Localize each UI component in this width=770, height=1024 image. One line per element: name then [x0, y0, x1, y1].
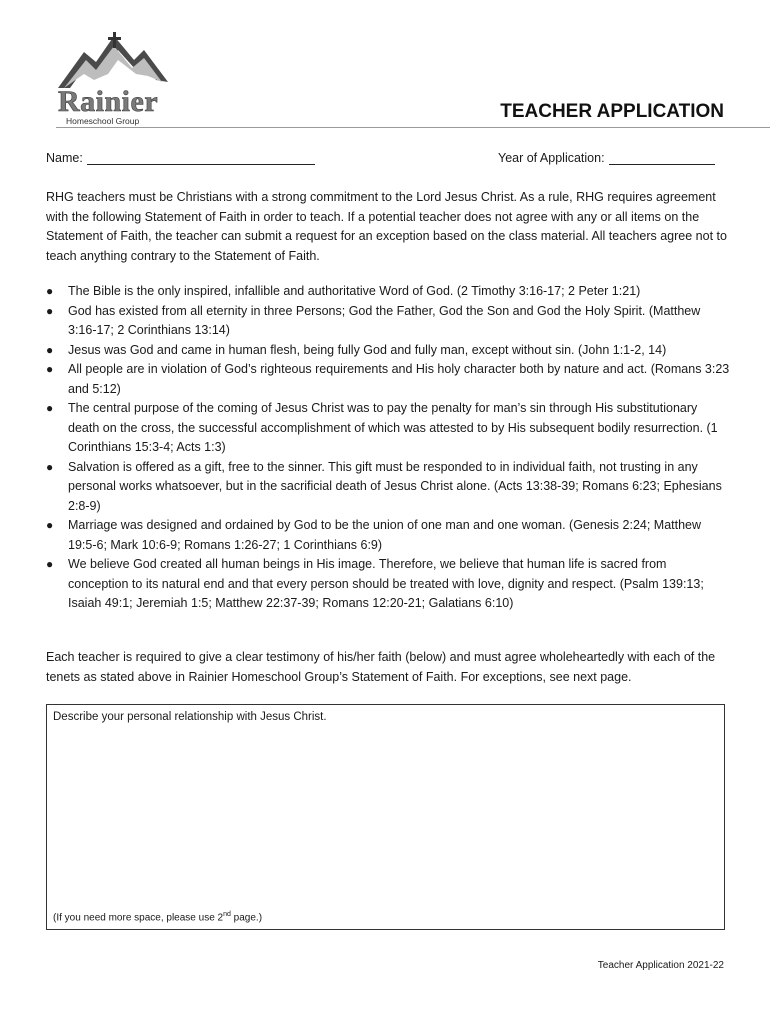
list-item — [46, 458, 730, 517]
list-item-text: Salvation is offered as a gift, free to the sinner. This gift must be responded to in individual faith, not trusting in any personal works whatsoever, but in the sacrificial death of Jesus Christ alone. (Acts 13:38-39; Romans 6:23; Ephesians 2:8-9) — [68, 459, 722, 513]
mountain-cross-icon — [56, 30, 176, 90]
list-item-text: Marriage was designed and ordained by God to be the union of one man and one woman. (Genesis 2:24; Matthew 19:5-6; Mark 10:6-9; Romans 1:26-27; 1 Corinthians 6:9) — [68, 518, 702, 552]
closing-paragraph: Each teacher is required to give a clear testimony of his/her faith (below) and must agree wholeheartedly with each of the tenets as stated above in Rainier Homeschool Group’s Statement of Faith. For exceptions, see next page. — [46, 650, 716, 684]
name-input-line[interactable] — [87, 151, 315, 165]
list-item-text: The Bible is the only inspired, infallible and authoritative Word of God. (2 Timothy 3:16-17; 2 Peter 1:21) — [68, 284, 641, 298]
logo-name: Rainier — [58, 85, 159, 118]
list-item — [46, 302, 730, 341]
list-item — [46, 282, 730, 302]
year-field — [498, 151, 715, 165]
bullet-icon: ● — [46, 342, 54, 357]
list-item-text: God has existed from all eternity in three Persons; God the Father, God the Son and God the Holy Spirit. (Matthew 3:16-17; 2 Corinthians 13:14) — [68, 303, 701, 337]
name-field — [46, 151, 315, 165]
intro-paragraph: RHG teachers must be Christians with a strong commitment to the Lord Jesus Christ. As a rule, RHG requires agreement with the following Statement of Faith in order to teach. If a potential teacher does not agree with any or all items on the Statement of Faith, the teacher can submit a request for an exception based on the class material. All teachers agree not to teach anything contrary to the Statement of Faith. — [46, 190, 727, 263]
list-item — [46, 341, 730, 361]
list-item — [46, 399, 730, 458]
bullet-icon: ● — [46, 284, 54, 298]
list-item — [46, 555, 730, 614]
year-input-line[interactable] — [609, 151, 715, 165]
testimony-prompt: Describe your personal relationship with Jesus Christ. — [53, 711, 327, 723]
list-item-text: Jesus was God and came in human flesh, being fully God and fully man, except without sin. (John 1:1-2, 14) — [68, 342, 667, 357]
year-label: Year of Application: — [498, 151, 605, 165]
header-divider — [56, 127, 770, 128]
bullet-icon: ● — [46, 401, 54, 415]
bullet-icon: ● — [46, 303, 54, 318]
page-footer: Teacher Application 2021-22 — [597, 960, 724, 971]
list-item-text: The central purpose of the coming of Jesus Christ was to pay the penalty for man’s sin through His substitutionary death on the cross, the successful accomplishment of which was attested to by His subsequent bodily resurrection. (1 Corinthians 15:3-4; Acts 1:3) — [68, 401, 718, 454]
list-item-text: All people are in violation of God’s righteous requirements and His holy character both by nature and act. (Romans 3:23 and 5:12) — [68, 362, 730, 396]
bullet-icon: ● — [46, 362, 54, 376]
statement-of-faith-list — [46, 282, 730, 614]
space-note: (If you need more space, please use 2nd page.) — [53, 911, 263, 924]
bullet-icon: ● — [46, 518, 54, 532]
list-item — [46, 516, 730, 555]
logo-subtitle: Homeschool Group — [66, 116, 140, 126]
page-title: TEACHER APPLICATION — [500, 101, 724, 122]
testimony-textarea[interactable] — [46, 704, 725, 930]
list-item — [46, 360, 730, 399]
name-label: Name: — [46, 151, 83, 165]
bullet-icon: ● — [46, 557, 54, 571]
list-item-text: We believe God created all human beings in His image. Therefore, we believe that human life is sacred from conception to its natural end and that every person should be treated with love, dignity and respect. (Psalm 139:13; Isaiah 49:1; Jeremiah 1:5; Matthew 22:37-39; Romans 12:20-21; Galatians 6:10) — [68, 557, 704, 610]
rainier-logo — [56, 30, 176, 130]
bullet-icon: ● — [46, 459, 54, 474]
